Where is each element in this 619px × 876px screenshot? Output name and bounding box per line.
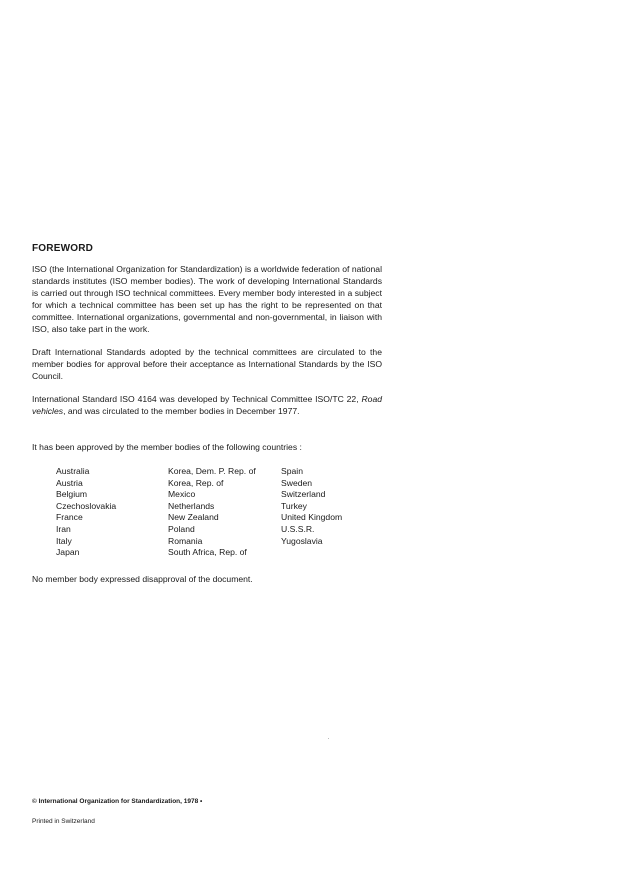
country-item: Czechoslovakia <box>56 500 117 511</box>
country-item: New Zealand <box>168 512 219 523</box>
committee-title: Road vehicles <box>32 394 382 416</box>
country-item: Australia <box>56 466 90 476</box>
paragraph-text-part: International Standard ISO 4164 was developed by Technical Committee ISO/TC 22, <box>32 394 362 404</box>
copyright-notice: © International Organization for Standardization, 1978 • <box>32 798 203 805</box>
country-item: Switzerland <box>281 489 326 500</box>
country-item: Korea, Dem. P. Rep. of <box>168 466 256 476</box>
country-item: Iran <box>56 523 71 534</box>
country-item: Spain <box>281 466 303 476</box>
country-item: Poland <box>168 523 195 534</box>
scan-speck <box>328 738 329 739</box>
country-item: Turkey <box>281 500 307 511</box>
printed-notice: Printed in Switzerland <box>32 818 95 825</box>
country-item: France <box>56 512 83 523</box>
paragraph-standard-development <box>32 394 382 418</box>
paragraph-text-part: , and was circulated to the member bodies in December 1977. <box>63 405 300 416</box>
country-column-2 <box>168 466 256 559</box>
country-item: Korea, Rep. of <box>168 477 224 488</box>
country-item: Italy <box>56 535 72 546</box>
country-column-3 <box>281 466 342 547</box>
paragraph-approval: It has been approved by the member bodies of the following countries : <box>32 442 302 452</box>
country-item: Mexico <box>168 489 196 500</box>
paragraph-no-disapproval: No member body expressed disapproval of the document. <box>32 574 253 584</box>
country-item: United Kingdom <box>281 512 343 523</box>
paragraph-iso-intro: ISO (the International Organization for Standardization) is a worldwide federation of national standards institutes (ISO member bodies). The work of developing International Standards is carried out through ISO technical committees. Every member body interested in a subject for which a technical committee has been set up has the right to be represented on that committee. International organizations, governmental and non-governmental, in liaison with ISO, also take part in the work. <box>32 264 382 334</box>
country-item: Yugoslavia <box>281 535 323 546</box>
country-item: Austria <box>56 477 83 488</box>
country-item: Japan <box>56 547 80 558</box>
country-item: Netherlands <box>168 500 215 511</box>
paragraph-draft-standards: Draft International Standards adopted by the technical committees are circulated to the member bodies for approval before their acceptance as International Standards by the ISO Council. <box>32 347 382 381</box>
country-item: Romania <box>168 535 203 546</box>
country-item: U.S.S.R. <box>281 523 315 534</box>
country-column-1 <box>56 466 116 559</box>
country-item: South Africa, Rep. of <box>168 547 247 558</box>
page-title: FOREWORD <box>32 243 94 254</box>
country-item: Sweden <box>281 477 313 488</box>
country-item: Belgium <box>56 489 88 500</box>
